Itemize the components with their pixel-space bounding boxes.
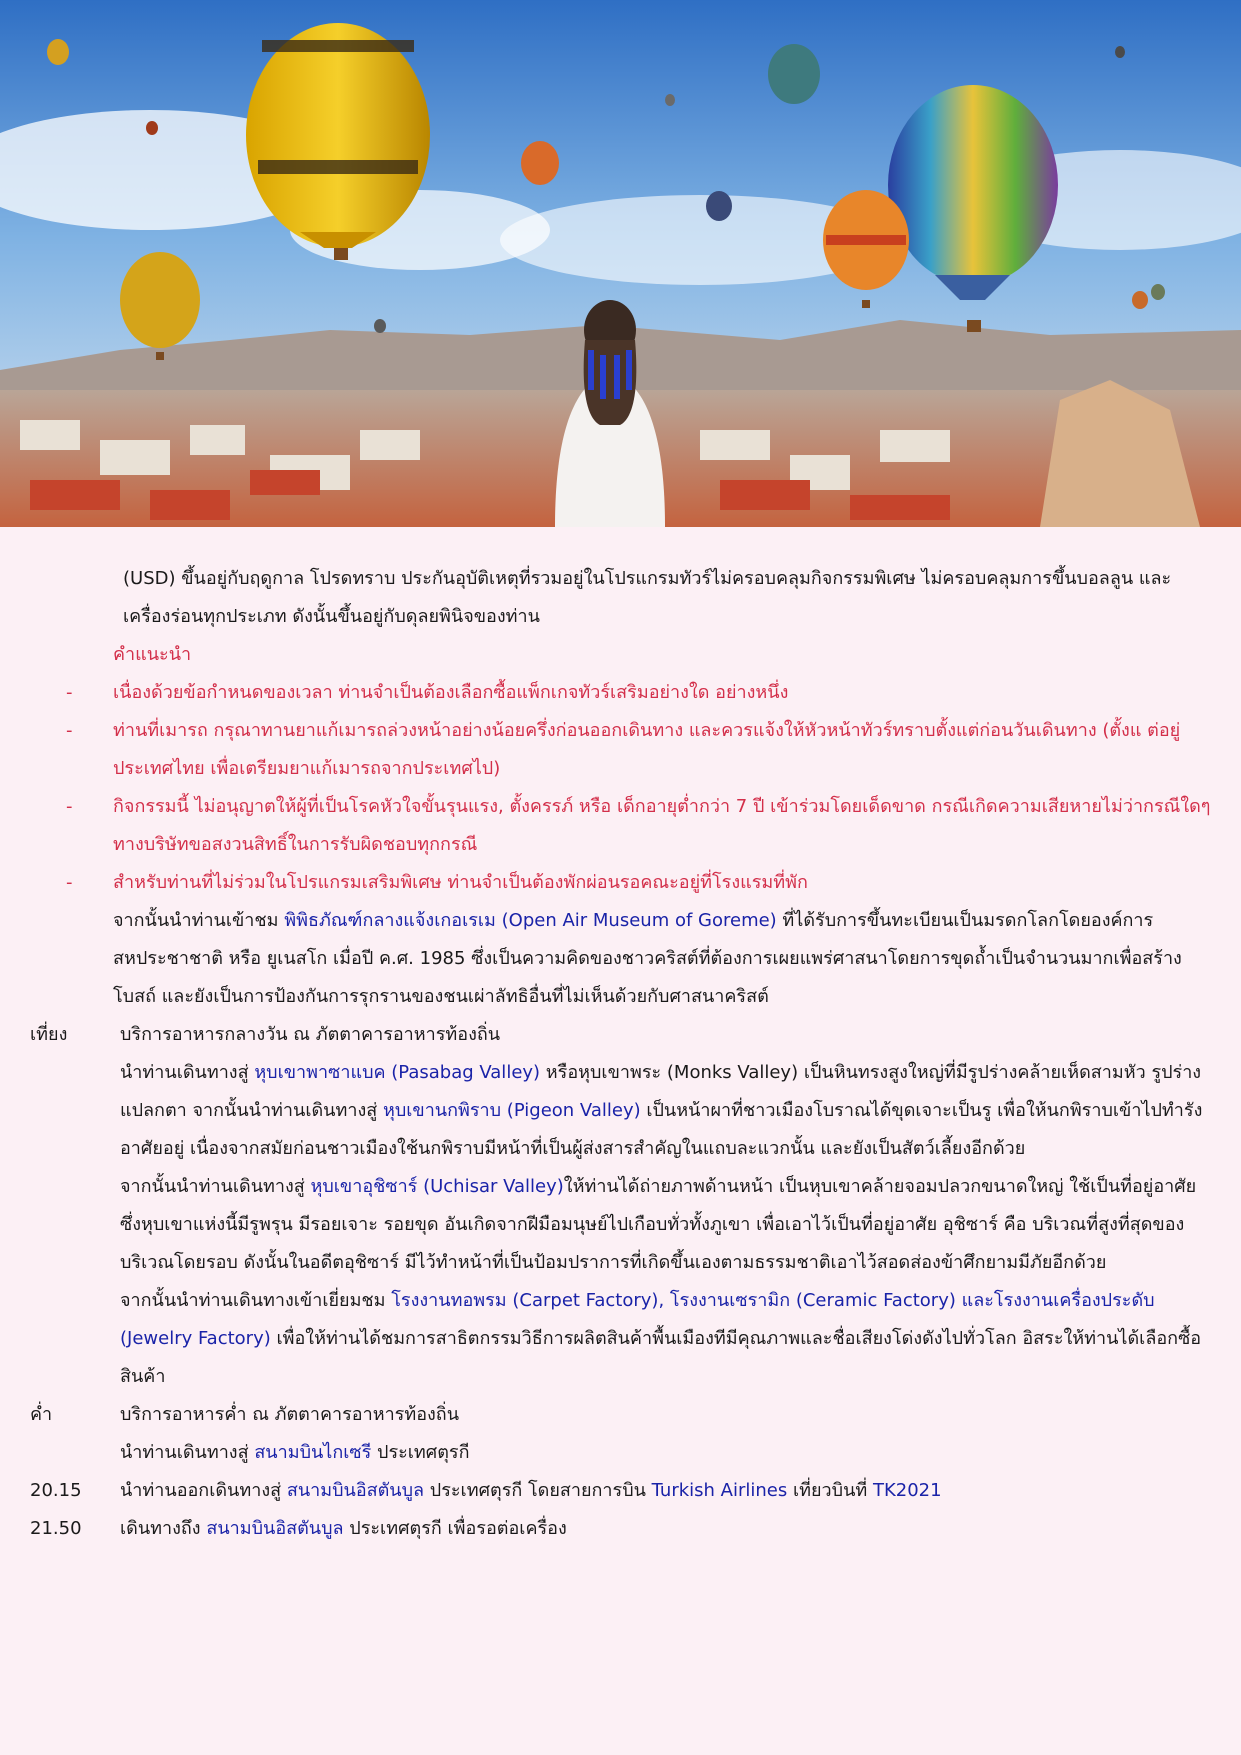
- flight-time: 20.15: [30, 1480, 82, 1501]
- pasabag-valley: หุบเขาพาซาแบค (Pasabag Valley): [254, 1062, 541, 1083]
- arrival-pre: เดินทางถึง: [120, 1518, 207, 1539]
- advice-item: [0, 788, 1241, 864]
- flight-row: [0, 1472, 1241, 1510]
- dinner-text: บริการอาหารค่ำ ณ ภัตตาคารอาหารท้องถิ่น: [120, 1404, 460, 1425]
- advice-item-text: สำหรับท่านที่ไม่ร่วมในโปรแกรมเสริมพิเศษ ท่านจำเป็นต้องพักผ่อนรอคณะอยู่ที่โรงแรมที่พัก: [113, 872, 808, 893]
- lunch-row: [0, 1016, 1241, 1054]
- valleys-p1-post: เป็นหน้าผาที่ชาวเมืองโบราณได้ขุดเจาะเป็นรู เพื่อให้นกพิราบเข้าไปทำรังอาศัยอยู่ เนื่องจากสมัยก่อนชาวเมืองใช้นกพิราบมีหน้าที่เป็นผู้ส่งสารสำคัญในแถบละแวกนั้น และยังเป็นสัตว์เลี้ยงอีกด้วย: [120, 1100, 1203, 1159]
- museum-paragraph: [0, 902, 1241, 1016]
- museum-name: พิพิธภัณฑ์กลางแจ้งเกอเรเม (Open Air Museum of Goreme): [284, 910, 777, 931]
- valleys-p2-post: ให้ท่านได้ถ่ายภาพด้านหน้า เป็นหุบเขาคล้ายจอมปลวกขนาดใหญ่ ใช้เป็นที่อยู่อาศัย ซึ่งหุบเขาแห่งนี้มีรูพรุน มีรอยเจาะ รอยขุด อันเกิดจากฝีมือมนุษย์ไปเกือบทั่วทั้งภูเขา เพื่อเอาไว้เป็นที่อยู่อาศัย อุชิซาร์ คือ บริเวณที่สูงที่สุดของบริเวณโดยรอบ ดังนั้นในอดีตอุชิซาร์ มีไว้ทำหน้าที่เป็นป้อมปราการที่เกิดขึ้นเองตามธรรมชาติเอาไว้สอดส่องข้าศึกยามมีภัยอีกด้วย: [120, 1176, 1197, 1273]
- factories-post: เพื่อให้ท่านได้ชมการสาธิตกรรมวิธีการผลิตสินค้าพื้นเมืองทีมีคุณภาพและชื่อเสียงโด่งดังไปทั่วโลก อิสระให้ท่านได้เลือกซื้อสินค้า: [120, 1328, 1202, 1387]
- factories-paragraph: [0, 1282, 1241, 1396]
- flight-number: TK2021: [872, 1480, 942, 1501]
- factories-names: โรงงานทอพรม (Carpet Factory), โรงงานเซรามิก (Ceramic Factory) และโรงงานเครื่องประดับ (Jewelry Factory): [120, 1290, 1155, 1349]
- hero-photo: [0, 0, 1241, 527]
- advice-item-text: กิจกรรมนี้ ไม่อนุญาตให้ผู้ที่เป็นโรคหัวใจขั้นรุนแรง, ตั้งครรภ์ หรือ เด็กอายุต่ำกว่า 7 ปี เข้าร่วมโดยเด็ดขาด กรณีเกิดความเสียหายไม่ว่ากรณีใดๆ ทางบริษัทขอสงวนสิทธิ์ในการรับผิดชอบทุกกรณี: [113, 796, 1211, 855]
- advice-item: [0, 674, 1241, 712]
- valleys-paragraph-1: [0, 1054, 1241, 1168]
- valleys-p2-pre: จากนั้นนำท่านเดินทางสู่: [120, 1176, 311, 1197]
- lunch-text: บริการอาหารกลางวัน ณ ภัตตาคารอาหารท้องถิ่น: [120, 1024, 501, 1045]
- advice-item: [0, 864, 1241, 902]
- advice-item-text: เนื่องด้วยข้อกำหนดของเวลา ท่านจำเป็นต้องเลือกซื้อแพ็กเกจทัวร์เสริมอย่างใด อย่างหนึ่ง: [113, 682, 789, 703]
- kayseri-row: [0, 1434, 1241, 1472]
- advice-item: [0, 712, 1241, 788]
- advice-title-row: [0, 636, 1241, 674]
- pigeon-valley: หุบเขานกพิราบ (Pigeon Valley): [382, 1100, 641, 1121]
- kayseri-post: ประเทศตุรกี: [371, 1442, 470, 1463]
- arrival-post: ประเทศตุรกี เพื่อรอต่อเครื่อง: [343, 1518, 567, 1539]
- flight-pre: นำท่านออกเดินทางสู่: [120, 1480, 287, 1501]
- arrival-airport: สนามบินอิสตันบูล: [206, 1518, 344, 1539]
- intro-paragraph: [0, 560, 1241, 636]
- arrival-row: [0, 1510, 1241, 1548]
- kayseri-airport: สนามบินไกเซรี: [254, 1442, 372, 1463]
- advice-item-text: ท่านที่เมารถ กรุณาทานยาแก้เมารถล่วงหน้าอย่างน้อยครึ่งก่อนออกเดินทาง และควรแจ้งให้หัวหน้าทัวร์ทราบตั้งแต่ก่อนวันเดินทาง (ตั้งแ ต่อยู่ประเทศไทย เพื่อเตรียมยาแก้เมารถจากประเทศไป): [113, 720, 1181, 779]
- intro-text: (USD) ขึ้นอยู่กับฤดูกาล โปรดทราบ ประกันอุบัติเหตุที่รวมอยู่ในโปรแกรมทัวร์ไม่ครอบคลุมกิจกรรมพิเศษ ไม่ครอบคลุมการขึ้นบอลลูน และเครื่องร่อนทุกประเภท ดังนั้นขึ้นอยู่กับดุลยพินิจของท่าน: [123, 568, 1172, 627]
- bullet-dash: -: [66, 872, 73, 893]
- valleys-p1-mid: หรือหุบเขาพระ (Monks Valley) เป็นหินทรงสูงใหญ่ที่มีรูปร่างคล้ายเห็ดสามหัว รูปร่างแปลกตา จากนั้นนำท่านเดินทางสู่: [120, 1062, 1202, 1121]
- flight-mid: ประเทศตุรกี โดยสายการบิน: [424, 1480, 652, 1501]
- lunch-time: เที่ยง: [30, 1024, 68, 1045]
- bullet-dash: -: [66, 682, 73, 703]
- arrival-time: 21.50: [30, 1518, 82, 1539]
- bullet-dash: -: [66, 720, 73, 741]
- istanbul-airport: สนามบินอิสตันบูล: [286, 1480, 425, 1501]
- factories-pre: จากนั้นนำท่านเดินทางเข้าเยี่ยมชม: [120, 1290, 392, 1311]
- flight-mid2: เที่ยวบินที่: [787, 1480, 873, 1501]
- valleys-p1-pre: นำท่านเดินทางสู่: [120, 1062, 255, 1083]
- uchisar-valley: หุบเขาอุชิซาร์ (Uchisar Valley): [310, 1176, 564, 1197]
- advice-title: คำแนะนำ: [113, 644, 192, 665]
- museum-post: ที่ได้รับการขึ้นทะเบียนเป็นมรดกโลกโดยองค์การสหประชาชาติ หรือ ยูเนสโก เมื่อปี ค.ศ. 1985 ซึ่งเป็นความคิดของชาวคริสต์ที่ต้องการเผยแพร่ศาสนาโดยการขุดถ้ำเป็นจำนวนมากเพื่อสร้างโบสถ์ และยังเป็นการป้องกันการรุกรานของชนเผ่าลัทธิอื่นที่ไม่เห็นด้วยกับศาสนาคริสต์: [113, 910, 1182, 1007]
- airline-name: Turkish Airlines: [651, 1480, 788, 1501]
- kayseri-pre: นำท่านเดินทางสู่: [120, 1442, 255, 1463]
- museum-pre: จากนั้นนำท่านเข้าชม: [113, 910, 285, 931]
- valleys-paragraph-2: [0, 1168, 1241, 1282]
- bullet-dash: -: [66, 796, 73, 817]
- itinerary-content: [0, 560, 1241, 1548]
- hot-air-balloons-cappadocia-photo: [0, 0, 1241, 527]
- dinner-row: [0, 1396, 1241, 1434]
- dinner-time: ค่ำ: [30, 1404, 53, 1425]
